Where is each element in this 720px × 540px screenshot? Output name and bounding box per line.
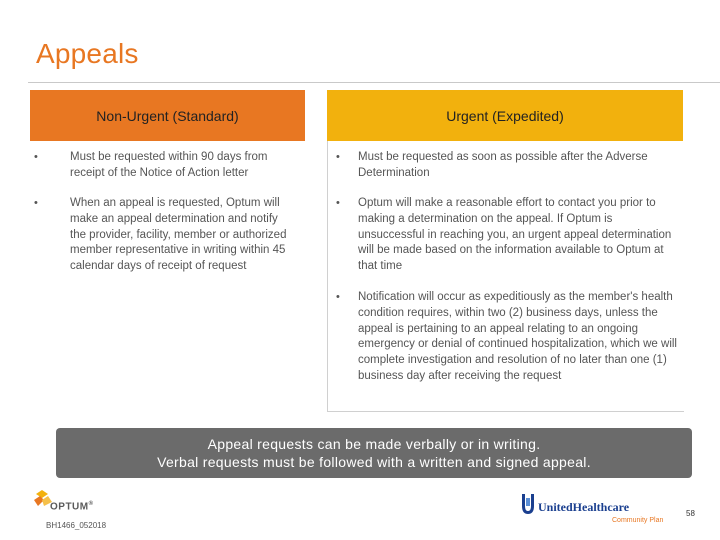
list-item: • Notification will occur as expeditiously as the member's health condition requires, within two (2) business days, unless the appeal is pertaining to an appeal relating to an ongoing emergency or denial of continued hospitalization, which we will complete investigation and resolution of no later than one (1) business day after receiving the request <box>336 291 677 382</box>
list-item: • When an appeal is requested, Optum will make an appeal determination and notify the provider, facility, member or authorized member representative in writing within 45 calendar days of receipt of request <box>34 197 287 273</box>
title-divider <box>28 82 720 83</box>
list-item: • Must be requested as soon as possible after the Adverse Determination <box>336 151 648 179</box>
column-header-non-urgent <box>30 90 305 141</box>
callout-banner <box>56 428 692 478</box>
bullet-icon: • <box>336 197 340 209</box>
column-header-label: Non-Urgent (Standard) <box>96 107 239 124</box>
column-header-label: Urgent (Expedited) <box>446 107 564 124</box>
unitedhealthcare-logo-text: UnitedHealthcare <box>538 500 630 514</box>
bullet-icon: • <box>336 291 340 303</box>
document-code: BH1466_052018 <box>46 521 107 530</box>
bullet-icon: • <box>34 151 38 163</box>
page-number: 58 <box>686 509 695 518</box>
page-title: Appeals <box>36 38 139 69</box>
banner-line-1: Appeal requests can be made verbally or in writing. <box>207 436 541 452</box>
banner-line-2: Verbal requests must be followed with a written and signed appeal. <box>157 454 591 470</box>
community-plan-label: Community Plan <box>612 517 664 524</box>
column-header-urgent <box>327 90 683 141</box>
unitedhealthcare-logo-icon <box>520 492 536 516</box>
optum-logo-text: OPTUM® <box>50 501 94 513</box>
bullet-icon: • <box>34 197 38 209</box>
list-item: • Must be requested within 90 days from receipt of the Notice of Action letter <box>34 151 268 179</box>
bullet-icon: • <box>336 151 340 163</box>
list-item: • Optum will make a reasonable effort to contact you prior to making a determination on the appeal. If Optum is unsuccessful in reaching you, an urgent appeal determination will be made based on the information available to Optum at that time <box>336 197 672 273</box>
